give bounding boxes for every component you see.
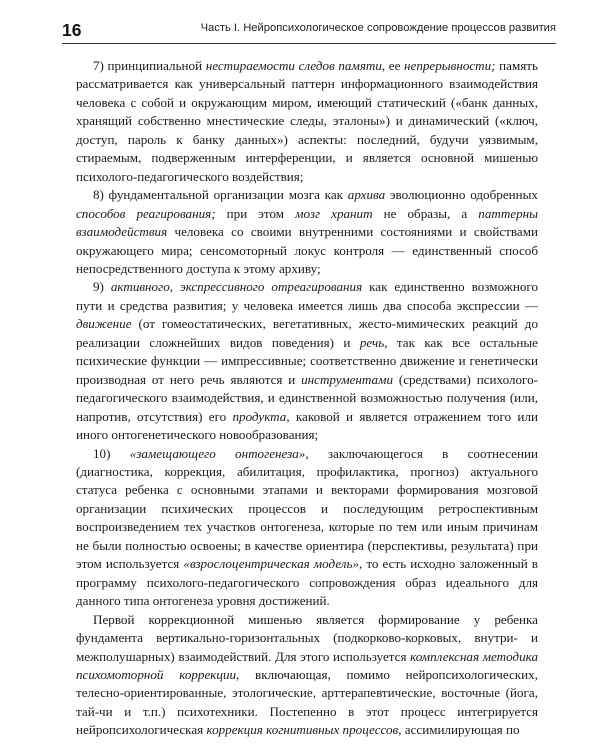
text-run: , заключающегося в соотнесении (диагностика, коррекция, абилитация, профилактика, прогноз) актуального статуса ребенка с основными этапами и векторами формирования мозговой организации психических процессов и последующим ретроспективным воспроизведением тех участков онтогенеза, которые по тем или иным причинам не были полностью освоены; в качестве ориентира (перспективы, результата) при этом используется [76, 445, 538, 572]
text-run: Первой коррекционной мишенью является формирование у ребенка фундамента вертикально-горизонтальных (подкорково-корковых, внутри- и межполушарных) взаимодействий. Для этого используется [76, 611, 538, 664]
header-rule [62, 43, 556, 44]
paragraph-item-7 [76, 57, 538, 186]
page-number: 16 [62, 20, 82, 40]
text-run: как единственно возможного пути и средства развития; у человека имеется лишь два способа экспрессии — [76, 279, 538, 313]
emphasis-text: комплексная методика психомоторной коррекции [76, 648, 538, 682]
emphasis-text: речь [359, 334, 385, 350]
emphasis-text: мозг хранит [295, 205, 373, 221]
text-run: 8) фундаментальной организации мозга как [93, 187, 348, 203]
emphasis-text: архива [347, 187, 386, 203]
text-run: человека со своими внутренними состояниями и свойствами окружающего мира; сенсомоторный локус контроля — единственный способ непосредственного доступа к этому архиву; [76, 224, 538, 276]
text-run: эволюционно одобренных [385, 187, 538, 203]
text-run: , ее [381, 58, 405, 73]
emphasis-text: продукта [232, 408, 287, 424]
emphasis-text: «замещающего онтогенеза» [129, 445, 306, 461]
emphasis-text: инструментами [301, 371, 393, 387]
emphasis-text: активного, экспрессивного отреагирования [110, 279, 363, 295]
text-run: 9) [93, 279, 111, 295]
page-header [62, 14, 556, 44]
emphasis-text: нестираемости следов памяти [205, 58, 382, 73]
text-run: (средствами) психолого-педагогического взаимодействия, и единственной возможностью получения (или, напротив, отсутствия) его [76, 371, 538, 424]
paragraph-item-10 [76, 445, 538, 611]
text-run: , ассимилирующая по [398, 722, 520, 738]
text-run: , включающая, помимо нейропсихологических, телесно-ориентированные, этологические, арттерапевтические, восточные (йога, тай-чи и т.п.) психотехники. Постепенно в этот процесс интегрируется нейропсихологическая [76, 666, 538, 738]
text-run: память рассматривается как универсальный паттерн информационного взаимодействия человека с собой и окружающим миром, имеющий статический («банк данных, хранящий собственно мнестические следы, эталоны») и динамический («ключ, доступ, пароль к банку данных») аспекты: последний, будучи уязвимым, стираемым, подверженным интерференции, и является основной мишенью психолого-педагогического воздействия; [76, 58, 538, 184]
text-run: , то есть исходно заложенный в программу психолого-педагогического сопровождения образ идеального для данного типа онтогенеза уровня достижений. [76, 556, 538, 609]
text-run: при этом [215, 205, 296, 221]
body-text [76, 57, 538, 740]
emphasis-text: движение [76, 316, 132, 332]
text-run: не образы, а [372, 205, 479, 221]
text-run: , так как все остальные психические функции — импрессивные; соответственно движение и генетически производная от него речь являются и [76, 334, 538, 387]
running-head: Часть I. Нейропсихологическое сопровождение процессов развития [200, 22, 556, 34]
emphasis-text: способов реагирования; [76, 205, 216, 221]
text-run: 10) [93, 445, 130, 461]
emphasis-text: непрерывности; [404, 58, 496, 73]
paragraph-item-8 [76, 186, 538, 278]
text-run: , каковой и является отражением того или иного онтогенетического новообразования; [76, 408, 538, 443]
paragraph-item-9 [76, 278, 538, 444]
text-run: 7) принципиальной [93, 58, 206, 73]
emphasis-text: коррекция когнитивных процессов [206, 722, 399, 738]
emphasis-text: паттерны взаимодействия [76, 205, 538, 240]
text-run: (от гомеостатических, вегетативных, жесто-мимических реакций до реализации сложнейших видов поведения) и [76, 316, 538, 350]
emphasis-text: «взрослоцентрическая модель» [183, 556, 360, 572]
paragraph-closing [76, 611, 538, 740]
